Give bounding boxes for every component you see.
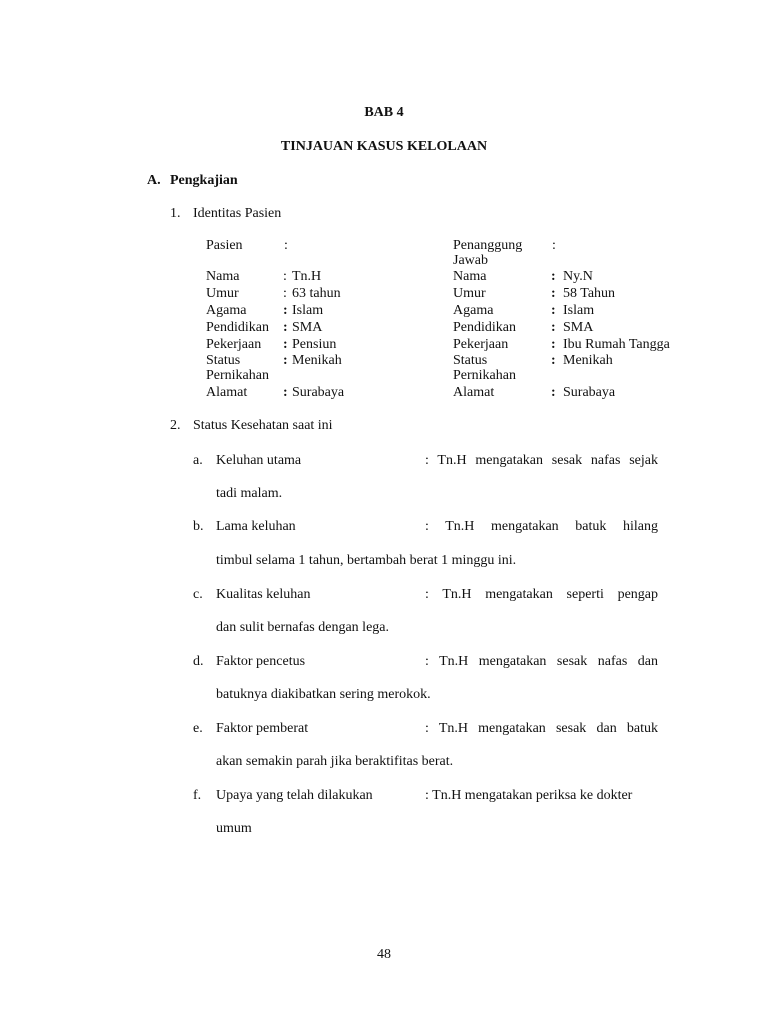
health-item-continuation: batuknya diakibatkan sering merokok. (216, 687, 431, 702)
patient-value: Pensiun (292, 337, 337, 352)
patient-label: Pekerjaan (206, 337, 262, 352)
health-item-marker: d. (193, 654, 204, 669)
patient-sep: : (283, 303, 288, 318)
guardian-value: Ny.N (563, 269, 593, 284)
chapter-heading: BAB 4 (364, 105, 404, 120)
guardian-sep: : (551, 337, 556, 352)
patient-label: Nama (206, 269, 240, 284)
health-item-label: Faktor pencetus (216, 654, 306, 669)
guardian-label: Pekerjaan (453, 337, 509, 352)
patient-label-line2: Pernikahan (206, 368, 269, 383)
guardian-sep: : (551, 303, 556, 318)
section-a-title: Pengkajian (170, 173, 238, 188)
guardian-value: Islam (563, 303, 595, 318)
patient-value: 63 tahun (292, 286, 341, 301)
health-item-continuation: timbul selama 1 tahun, bertambah berat 1 minggu ini. (216, 553, 517, 568)
health-item-marker: a. (193, 453, 203, 468)
patient-sep: : (283, 337, 288, 352)
health-item-continuation: dan sulit bernafas dengan lega. (216, 620, 389, 635)
guardian-header-sep: : (552, 238, 556, 253)
health-item-text: : Tn.H mengatakan sesak dan batuk (425, 721, 658, 736)
health-item-continuation: umum (216, 821, 252, 836)
health-item-label: Lama keluhan (216, 519, 296, 534)
health-item-marker: e. (193, 721, 203, 736)
patient-value: Surabaya (292, 385, 345, 400)
item2-marker: 2. (170, 418, 181, 433)
health-item-marker: b. (193, 519, 204, 534)
guardian-value: SMA (563, 320, 594, 335)
health-item-marker: f. (193, 788, 202, 803)
patient-label: Umur (206, 286, 239, 301)
health-item-text: : Tn.H mengatakan sesak nafas dan (425, 654, 658, 669)
patient-sep: : (283, 385, 288, 400)
guardian-sep: : (551, 385, 556, 400)
patient-label: Pendidikan (206, 320, 269, 335)
guardian-label: Umur (453, 286, 486, 301)
health-item-continuation: tadi malam. (216, 486, 283, 501)
patient-label: Status (206, 353, 241, 368)
guardian-sep: : (551, 286, 556, 301)
health-item-marker: c. (193, 587, 203, 602)
guardian-value: Surabaya (563, 385, 616, 400)
page-number: 48 (377, 947, 391, 962)
patient-sep: : (283, 269, 287, 284)
health-item-text: : Tn.H mengatakan batuk hilang (425, 519, 658, 534)
guardian-header-label: Penanggung (453, 238, 523, 253)
health-item-label: Faktor pemberat (216, 721, 309, 736)
guardian-sep: : (551, 353, 556, 368)
guardian-label: Pendidikan (453, 320, 516, 335)
guardian-value: Menikah (563, 353, 613, 368)
patient-sep: : (283, 320, 288, 335)
health-item-text: : Tn.H mengatakan periksa ke dokter (425, 788, 633, 803)
guardian-label-line2: Pernikahan (453, 368, 516, 383)
guardian-sep: : (551, 269, 556, 284)
item1-title: Identitas Pasien (193, 206, 282, 221)
patient-value: Menikah (292, 353, 342, 368)
patient-sep: : (283, 353, 288, 368)
patient-sep: : (283, 286, 287, 301)
health-item-continuation: akan semakin parah jika beraktifitas berat. (216, 754, 454, 769)
guardian-header-label-line2: Jawab (453, 253, 488, 268)
guardian-sep: : (551, 320, 556, 335)
guardian-label: Agama (453, 303, 494, 318)
patient-header-sep: : (284, 238, 288, 253)
patient-value: Islam (292, 303, 324, 318)
guardian-label: Alamat (453, 385, 495, 400)
section-a-marker: A. (147, 173, 161, 188)
item1-marker: 1. (170, 206, 181, 221)
patient-header-label: Pasien (206, 238, 243, 253)
chapter-title: TINJAUAN KASUS KELOLAAN (280, 139, 488, 154)
patient-label: Agama (206, 303, 247, 318)
health-item-text: : Tn.H mengatakan seperti pengap (425, 587, 658, 602)
item2-title: Status Kesehatan saat ini (193, 418, 333, 433)
health-item-text: : Tn.H mengatakan sesak nafas sejak (425, 453, 658, 468)
patient-label: Alamat (206, 385, 248, 400)
patient-value: SMA (292, 320, 323, 335)
guardian-label: Status (453, 353, 488, 368)
guardian-value: Ibu Rumah Tangga (563, 337, 670, 352)
patient-value: Tn.H (292, 269, 322, 284)
guardian-label: Nama (453, 269, 487, 284)
health-item-label: Upaya yang telah dilakukan (216, 788, 373, 803)
guardian-value: 58 Tahun (563, 286, 616, 301)
health-item-label: Keluhan utama (216, 453, 302, 468)
health-item-label: Kualitas keluhan (216, 587, 311, 602)
